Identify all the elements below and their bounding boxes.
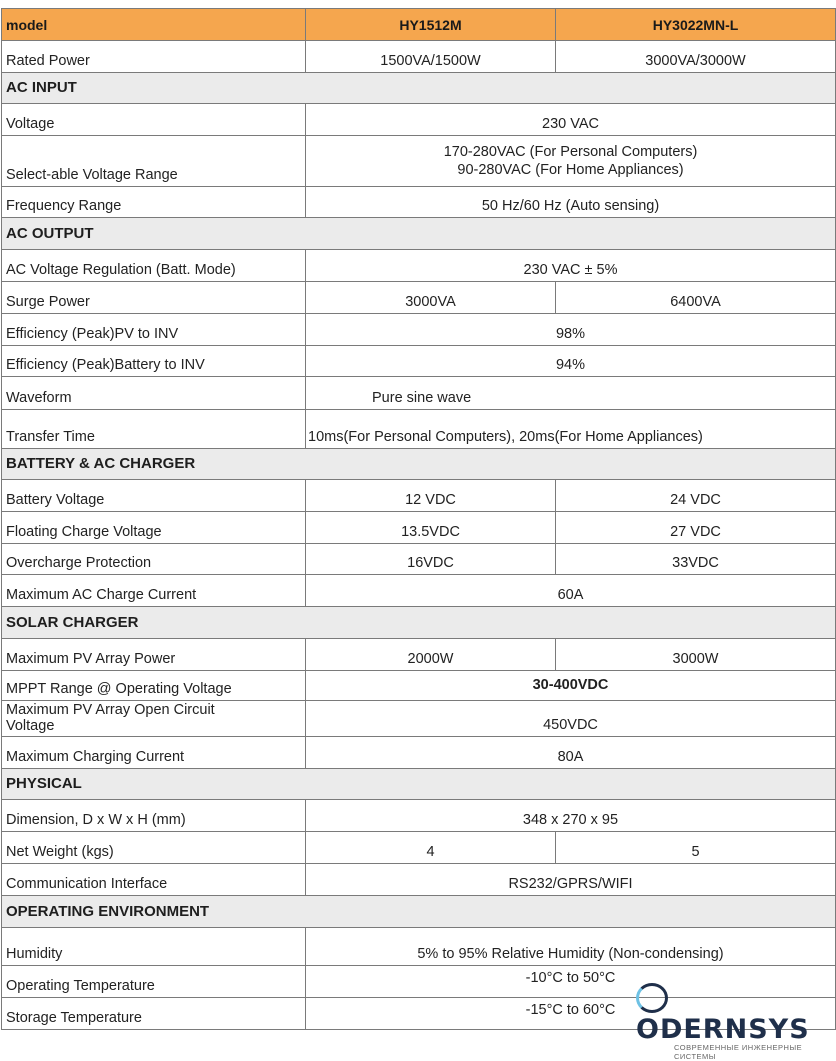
row-label: Efficiency (Peak)Battery to INV <box>2 346 306 377</box>
row-value-2: 5 <box>556 832 836 864</box>
spec-table <box>1 8 836 1030</box>
row-value: 348 x 270 x 95 <box>306 800 836 832</box>
section-title: BATTERY & AC CHARGER <box>2 449 836 480</box>
row-value-1: 12 VDC <box>306 480 556 512</box>
row-label: Transfer Time <box>2 410 306 449</box>
row-value-2: 3000W <box>556 639 836 671</box>
row-value: 60A <box>306 575 836 607</box>
row-value: 80A <box>306 737 836 769</box>
section-row <box>2 607 836 639</box>
row-value: RS232/GPRS/WIFI <box>306 864 836 896</box>
section-row <box>2 896 836 928</box>
row-value-1: 13.5VDC <box>306 512 556 544</box>
label-line-1: Maximum PV Array Open Circuit <box>6 702 215 718</box>
table-row <box>2 671 836 701</box>
row-value-1: 16VDC <box>306 544 556 575</box>
row-value-2: 3000VA/3000W <box>556 41 836 73</box>
table-row <box>2 377 836 410</box>
row-value-2: 6400VA <box>556 282 836 314</box>
table-row <box>2 104 836 136</box>
row-label: Voltage <box>2 104 306 136</box>
section-title: PHYSICAL <box>2 769 836 800</box>
section-title: OPERATING ENVIRONMENT <box>2 896 836 928</box>
row-value <box>306 136 836 187</box>
row-value: -15°C to 60°C <box>306 998 836 1030</box>
table-row <box>2 136 836 187</box>
row-label: Communication Interface <box>2 864 306 896</box>
row-label: Dimension, D x W x H (mm) <box>2 800 306 832</box>
header-row <box>2 9 836 41</box>
row-value-2: 24 VDC <box>556 480 836 512</box>
row-value: -10°C to 50°C <box>306 966 836 998</box>
row-label: Waveform <box>2 377 306 410</box>
table-row <box>2 832 836 864</box>
section-title: AC OUTPUT <box>2 218 836 250</box>
row-label <box>2 701 306 737</box>
table-row <box>2 41 836 73</box>
section-title: SOLAR CHARGER <box>2 607 836 639</box>
table-row <box>2 346 836 377</box>
row-label: Rated Power <box>2 41 306 73</box>
row-value-2: 27 VDC <box>556 512 836 544</box>
row-value: 5% to 95% Relative Humidity (Non-condensing) <box>306 928 836 966</box>
table-row <box>2 575 836 607</box>
row-label: Storage Temperature <box>2 998 306 1030</box>
label-line-2: Voltage <box>6 718 55 734</box>
table-row <box>2 864 836 896</box>
modernsys-logo <box>636 983 834 1061</box>
row-value-1: 4 <box>306 832 556 864</box>
row-value: 94% <box>306 346 836 377</box>
row-label: Humidity <box>2 928 306 966</box>
table-row <box>2 701 836 737</box>
row-label: Overcharge Protection <box>2 544 306 575</box>
row-value-1: 3000VA <box>306 282 556 314</box>
section-title: AC INPUT <box>2 73 836 104</box>
row-value: 230 VAC <box>306 104 836 136</box>
table-row <box>2 187 836 218</box>
table-row <box>2 737 836 769</box>
table-row <box>2 512 836 544</box>
row-value: 230 VAC ± 5% <box>306 250 836 282</box>
table-row <box>2 639 836 671</box>
row-label: AC Voltage Regulation (Batt. Mode) <box>2 250 306 282</box>
row-label: Frequency Range <box>2 187 306 218</box>
row-label: Maximum AC Charge Current <box>2 575 306 607</box>
range-line-2: 90-280VAC (For Home Appliances) <box>457 162 684 178</box>
row-label: Floating Charge Voltage <box>2 512 306 544</box>
row-label: MPPT Range @ Operating Voltage <box>2 671 306 701</box>
row-value: 30-400VDC <box>306 671 836 701</box>
row-value: 50 Hz/60 Hz (Auto sensing) <box>306 187 836 218</box>
range-line-1: 170-280VAC (For Personal Computers) <box>443 144 698 160</box>
table-row <box>2 410 836 449</box>
row-value: Pure sine wave <box>306 377 836 410</box>
row-value: 10ms(For Personal Computers), 20ms(For Home Appliances) <box>306 410 836 449</box>
model-2: HY3022MN-L <box>556 9 836 41</box>
row-label: Operating Temperature <box>2 966 306 998</box>
row-value-1: 1500VA/1500W <box>306 41 556 73</box>
row-label: Net Weight (kgs) <box>2 832 306 864</box>
section-row <box>2 73 836 104</box>
section-row <box>2 769 836 800</box>
row-value: 98% <box>306 314 836 346</box>
row-label: Battery Voltage <box>2 480 306 512</box>
model-label: model <box>2 9 306 41</box>
table-row <box>2 800 836 832</box>
logo-ring-icon <box>636 983 668 1013</box>
table-row <box>2 282 836 314</box>
row-label: Surge Power <box>2 282 306 314</box>
table-row <box>2 544 836 575</box>
table-row <box>2 314 836 346</box>
row-label: Maximum Charging Current <box>2 737 306 769</box>
logo-wordmark: ODERNSYS <box>636 983 834 1044</box>
row-value-1: 2000W <box>306 639 556 671</box>
model-1: HY1512M <box>306 9 556 41</box>
row-value-2: 33VDC <box>556 544 836 575</box>
section-row <box>2 218 836 250</box>
row-label: Maximum PV Array Power <box>2 639 306 671</box>
row-label: Efficiency (Peak)PV to INV <box>2 314 306 346</box>
section-row <box>2 449 836 480</box>
table-row <box>2 250 836 282</box>
row-label: Select-able Voltage Range <box>2 136 306 187</box>
row-value: 450VDC <box>306 701 836 737</box>
table-row <box>2 480 836 512</box>
logo-subtitle: СОВРЕМЕННЫЕ ИНЖЕНЕРНЫЕ СИСТЕМЫ <box>674 1043 803 1061</box>
table-row <box>2 928 836 966</box>
